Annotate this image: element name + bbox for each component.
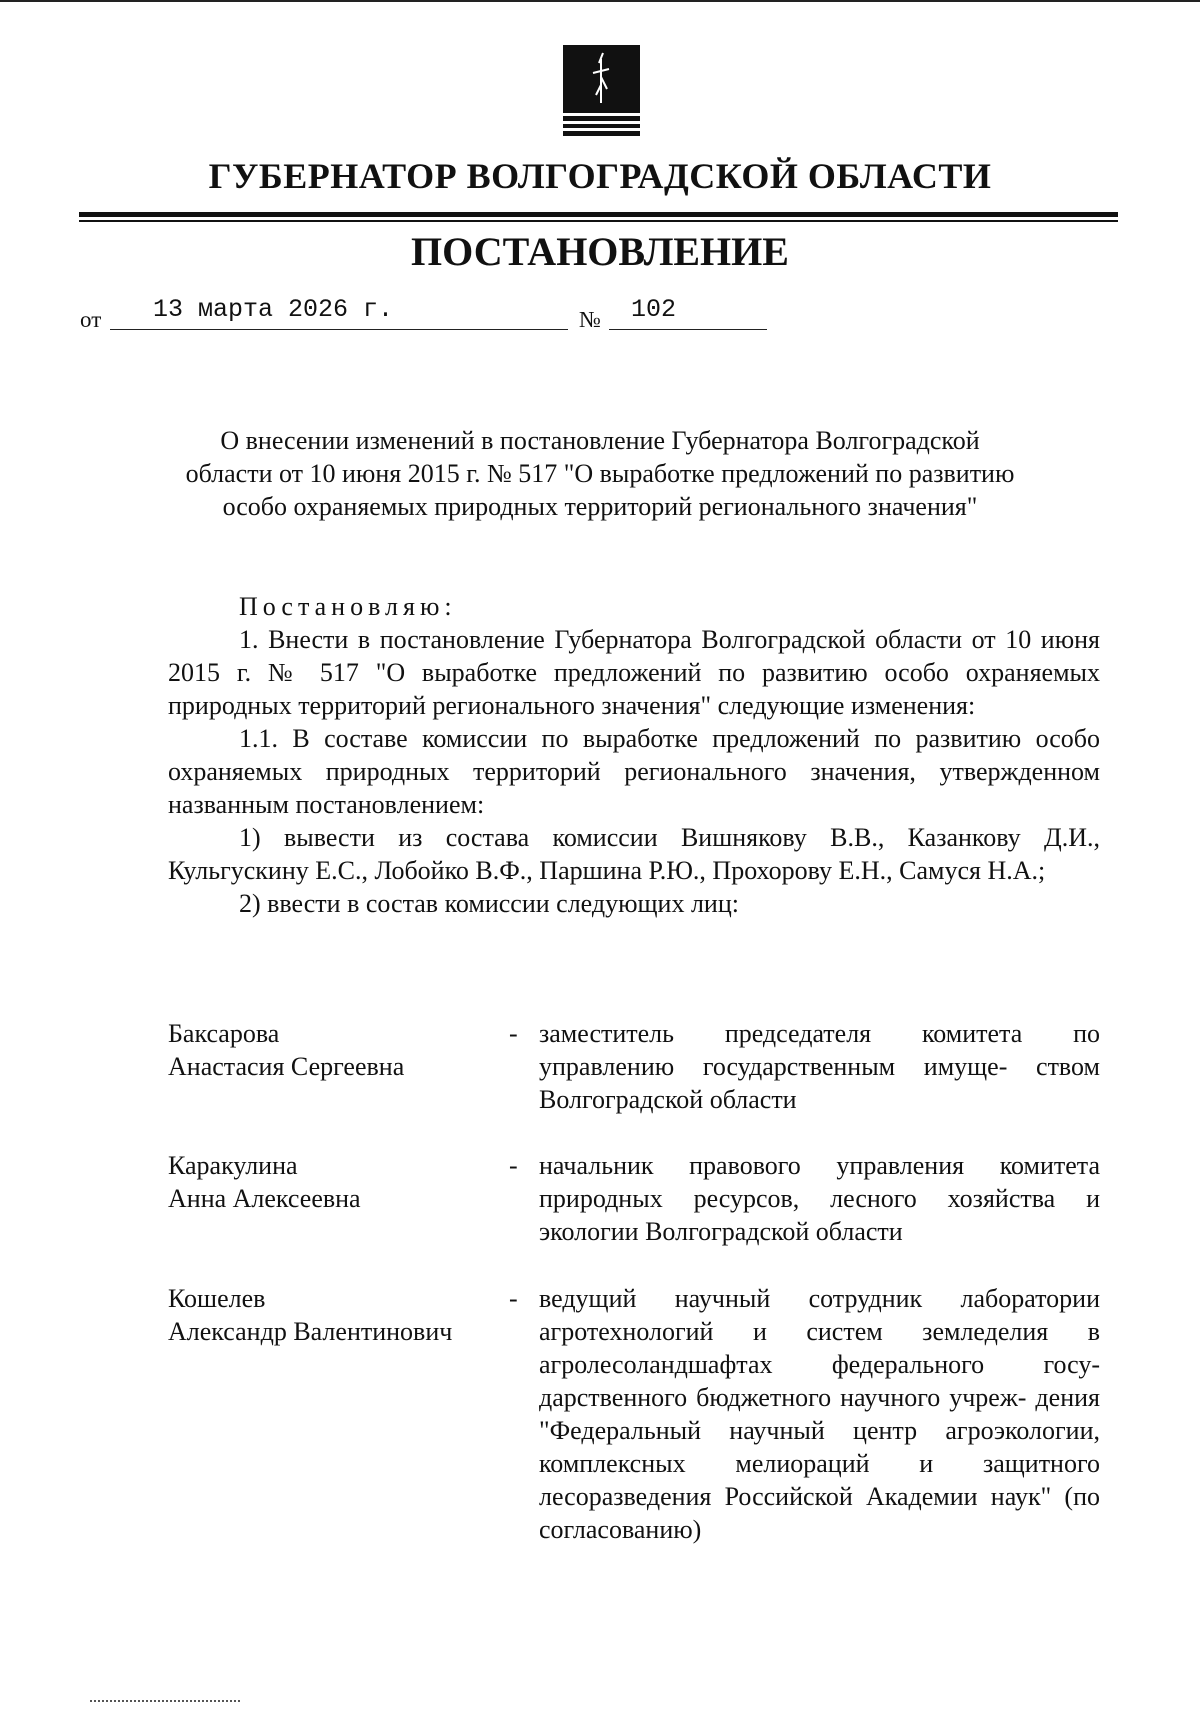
document-body [168, 590, 1100, 920]
document-subject [150, 424, 1050, 523]
subject-line: области от 10 июня 2015 г. № 517 "О выработке предложений по развитию [185, 459, 1015, 488]
member-surname: Кошелев [168, 1284, 266, 1313]
member-name [168, 1282, 498, 1348]
member-role: ведущий научный сотрудник лаборатории агротехнологий и систем земледелия в агролесоландшафтах федерального госу- дарственного бюджетного научного учреж- дения "Федеральный научный центр агроэкологии, комплексных мелиораций и защитного лесоразведения Российской Академии наук" (по согласованию) [539, 1284, 1100, 1544]
member-dash: - [509, 1019, 518, 1048]
member-surname: Баксарова [168, 1019, 280, 1048]
authority-title: ГУБЕРНАТОР ВОЛГОГРАДСКОЙ ОБЛАСТИ [208, 156, 992, 196]
member-dash: - [509, 1284, 518, 1313]
requisites-row [80, 293, 700, 333]
document-type-title: ПОСТАНОВЛЕНИЕ [411, 229, 789, 274]
member-given-names: Анна Алексеевна [168, 1184, 361, 1213]
date-label: от [80, 307, 102, 332]
date-value: 13 марта 2026 г. [153, 295, 394, 324]
subject-line: особо охраняемых природных территорий регионального значения" [222, 492, 978, 521]
number-underline [609, 329, 767, 330]
header-rule-thick [79, 212, 1118, 217]
member-name [168, 1017, 498, 1083]
scan-top-edge [0, 0, 1200, 2]
paragraph-1-1: 1.1. В составе комиссии по выработке предложений по развитию особо охраняемых природных территорий регионального значения, утвержденном названным постановлением: [168, 724, 1100, 819]
scan-bottom-artifact [90, 1700, 240, 1706]
member-given-names: Анастасия Сергеевна [168, 1052, 405, 1081]
date-underline [110, 329, 568, 330]
member-name [168, 1149, 498, 1215]
member-dash: - [509, 1151, 518, 1180]
item-1: 1) вывести из состава комиссии Вишнякову В.В., Казанкову Д.И., Кульгускину Е.С., Лобойко В.Ф., Паршина Р.Ю., Прохорову Е.Н., Самуся Н.А.; [168, 823, 1100, 885]
member-given-names: Александр Валентинович [168, 1317, 453, 1346]
header-rule-thin [79, 220, 1118, 222]
decree-word: Постановляю: [239, 592, 457, 621]
volgograd-emblem-icon [563, 45, 640, 142]
member-surname: Каракулина [168, 1151, 298, 1180]
number-value: 102 [631, 295, 677, 324]
subject-line: О внесении изменений в постановление Губернатора Волгоградской [220, 426, 980, 455]
item-2: 2) ввести в состав комиссии следующих лиц: [239, 889, 739, 918]
number-label: № [579, 307, 601, 332]
member-role: начальник правового управления комитета природных ресурсов, лесного хозяйства и экологии Волгоградской области [539, 1151, 1100, 1246]
member-role: заместитель председателя комитета по управлению государственным имуще- ством Волгоградской области [539, 1019, 1100, 1114]
paragraph-1: 1. Внести в постановление Губернатора Волгоградской области от 10 июня 2015 г. № 517 "О выработке предложений по развитию особо охраняемых природных территорий регионального значения" следующие изменения: [168, 625, 1100, 720]
